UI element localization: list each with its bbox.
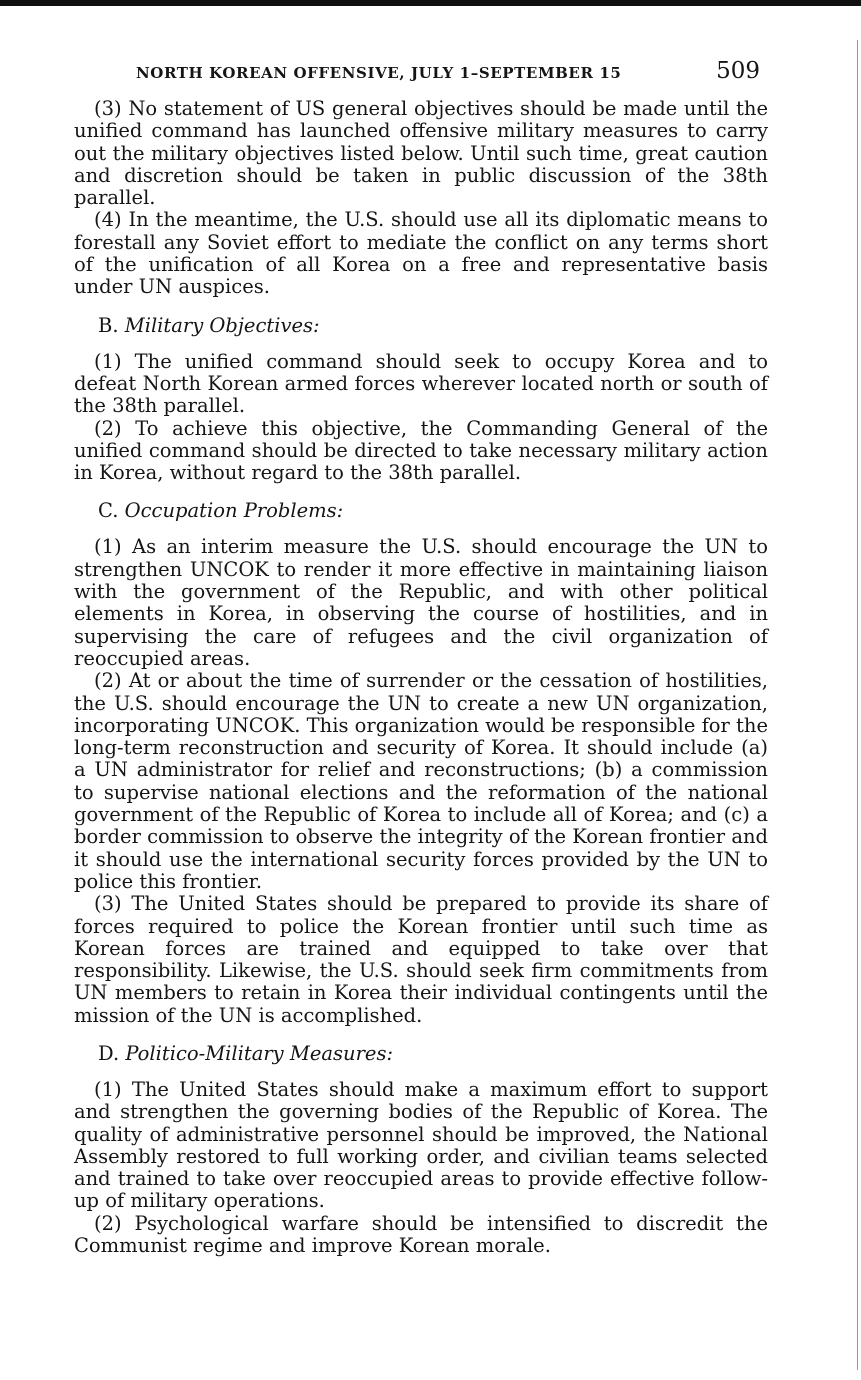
document-page: [74, 58, 768, 1257]
page-number: 509: [716, 58, 760, 84]
paragraph-intro-3: (3) No statement of US general objectives should be made until the unified command has launched offensive military measures to carry out the military objectives listed below. Until such time, great caution and discretion should be taken in public discussion of the 38th parallel.: [74, 97, 768, 210]
paragraph-c-2: (2) At or about the time of surrender or the cessation of hostilities, the U.S. should encourage the UN to create a new UN organization, incorporating UNCOK. This organization would be responsible for the long-term reconstruction and security of Korea. It should include (a) a UN administrator for relief and reconstructions; (b) a commission to supervise national elections and the reformation of the national government of the Republic of Korea to include all of Korea; and (c) a border commission to observe the integrity of the Korean frontier and it should use the international security forces provided by the UN to police this frontier.: [74, 669, 768, 893]
paragraph-b-1: (1) The unified command should seek to occupy Korea and to defeat North Korean armed forces wherever located north or south of the 38th parallel.: [74, 349, 768, 418]
running-header: [74, 58, 768, 98]
section-title: Politico-Military Measures:: [125, 1041, 394, 1065]
paragraph-d-2: (2) Psychological warfare should be intensified to discredit the Communist regime and improve Korean morale.: [74, 1211, 768, 1258]
section-letter: D.: [98, 1041, 120, 1065]
section-heading-military-objectives: [98, 315, 768, 337]
section-heading-politico-military-measures: [98, 1043, 768, 1065]
section-title: Occupation Problems:: [124, 499, 344, 523]
section-title: Military Objectives:: [124, 313, 320, 337]
section-letter: B.: [98, 313, 119, 337]
paragraph-c-1: (1) As an interim measure the U.S. should encourage the UN to strengthen UNCOK to render it more effective in maintaining liaison with the government of the Republic, and with other political elements in Korea, in observing the course of hostilities, and in supervising the care of refugees and the civil organization of reoccupied areas.: [74, 535, 768, 670]
paragraph-d-1: (1) The United States should make a maximum effort to support and strengthen the governing bodies of the Republic of Korea. The quality of administrative personnel should be improved, the National Assembly restored to full working order, and civilian teams selected and trained to take over reoccupied areas to provide effective follow-up of military operations.: [74, 1077, 768, 1213]
section-letter: C.: [98, 499, 119, 523]
top-border-rule: [0, 0, 861, 6]
running-title: NORTH KOREAN OFFENSIVE, JULY 1–SEPTEMBER 15: [136, 64, 622, 82]
paragraph-intro-4: (4) In the meantime, the U.S. should use all its diplomatic means to forestall any Soviet effort to mediate the conflict on any terms short of the unification of all Korea on a free and representative basis under UN auspices.: [74, 208, 768, 299]
section-heading-occupation-problems: [98, 500, 768, 522]
paragraph-b-2: (2) To achieve this objective, the Commanding General of the unified command should be directed to take necessary military action in Korea, without regard to the 38th parallel.: [74, 416, 768, 485]
page-edge-line: [857, 40, 858, 1370]
paragraph-c-3: (3) The United States should be prepared to provide its share of forces required to police the Korean frontier until such time as Korean forces are trained and equipped to take over that responsibility. Likewise, the U.S. should seek firm commitments from UN members to retain in Korea their individual contingents until the mission of the UN is accomplished.: [74, 892, 768, 1027]
